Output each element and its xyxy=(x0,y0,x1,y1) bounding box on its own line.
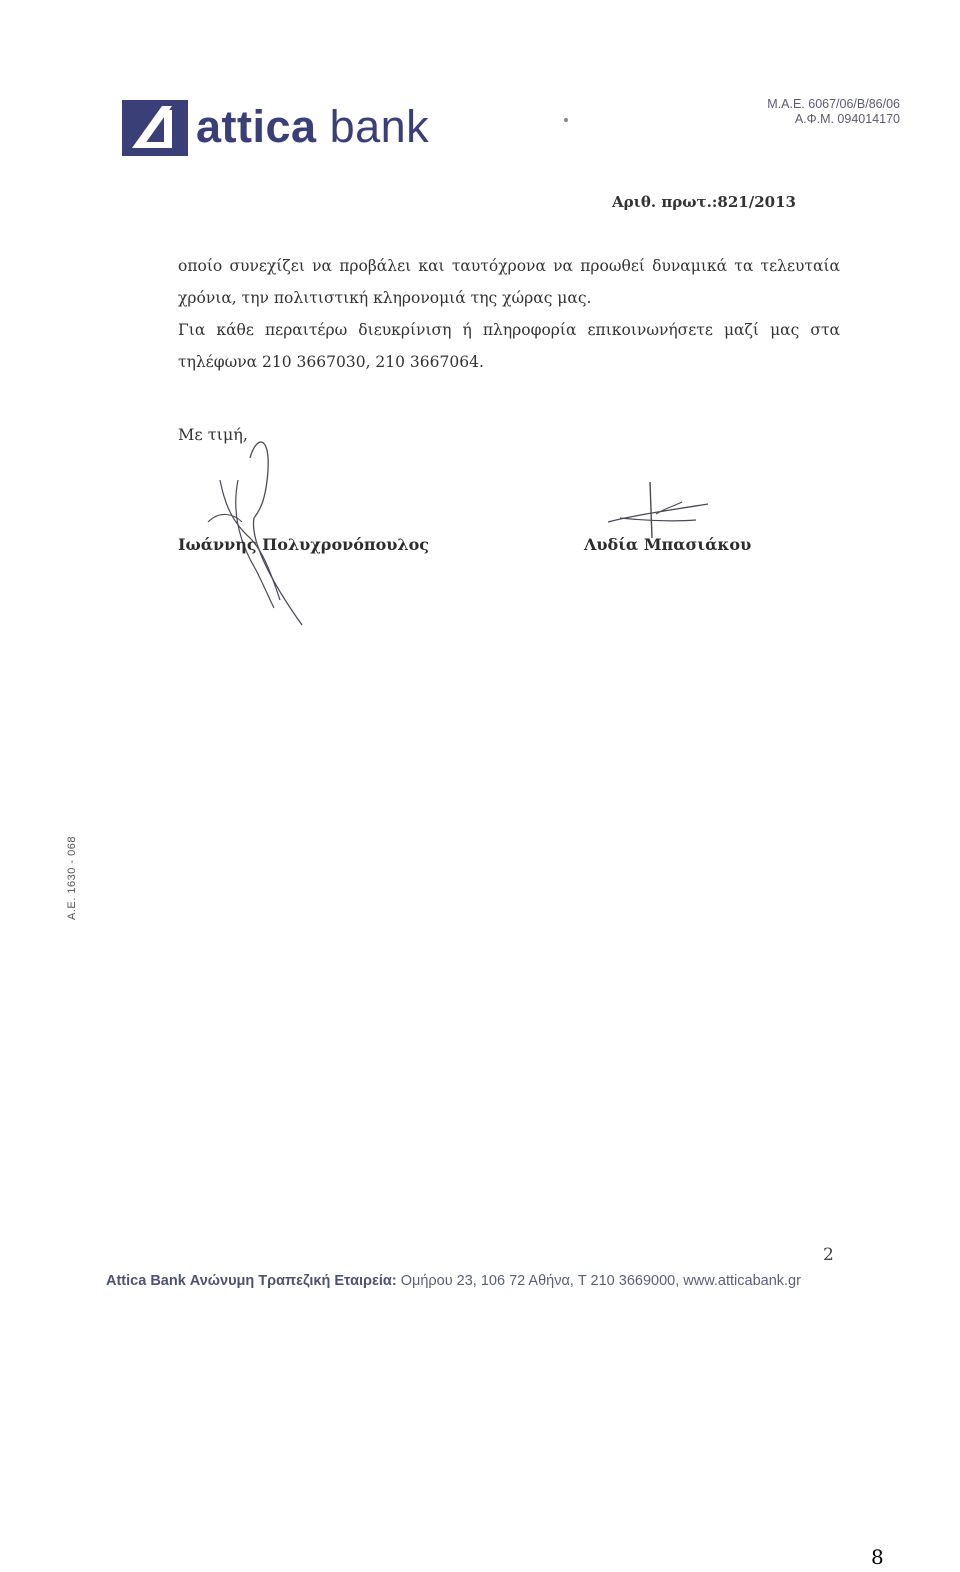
attica-logo-mark-icon xyxy=(122,96,188,156)
body-line-3: Για κάθε περαιτέρω διευκρίνιση ή πληροφορία επικοινωνήσετε μαζί μας στα xyxy=(178,321,840,339)
signatory-left-name: Ιωάννης Πολυχρονόπουλος xyxy=(178,535,430,554)
logo-text-bank: bank xyxy=(329,100,430,152)
stray-mark xyxy=(564,118,568,122)
signature-left-icon xyxy=(190,430,330,630)
closing-salutation: Με τιμή, xyxy=(178,425,248,444)
registration-afm: A.Φ.M. 094014170 xyxy=(794,112,900,126)
registration-info xyxy=(767,97,900,127)
outer-page-number: 8 xyxy=(871,1545,884,1569)
footer-contact: Ομήρου 23, 106 72 Αθήνα, T 210 3669000, www.atticabank.gr xyxy=(396,1273,801,1289)
page-number: 2 xyxy=(823,1245,834,1265)
attica-bank-logo xyxy=(122,96,429,156)
letter-body xyxy=(178,250,840,378)
signature-right-icon xyxy=(600,478,715,540)
logo-text-attica: attica xyxy=(196,100,317,152)
signatory-right-name: Λυδία Μπασιάκου xyxy=(584,535,752,554)
protocol-number: Αριθ. πρωτ.:821/2013 xyxy=(612,193,796,211)
body-line-2: χρόνια, την πολιτιστική κληρονομιά της χώρας μας. xyxy=(178,289,592,307)
body-line-1: οποίο συνεχίζει να προβάλει και ταυτόχρονα να προωθεί δυναμικά τα τελευταία xyxy=(178,257,840,275)
registration-mae: M.A.E. 6067/06/B/86/06 xyxy=(767,97,900,111)
side-document-code: A.E. 1630 - 068 xyxy=(66,836,78,920)
footer-company: Attica Bank Ανώνυμη Τραπεζική Εταιρεία: xyxy=(106,1273,397,1289)
footer-address xyxy=(106,1273,801,1289)
body-line-4: τηλέφωνα 210 3667030, 210 3667064. xyxy=(178,353,484,371)
